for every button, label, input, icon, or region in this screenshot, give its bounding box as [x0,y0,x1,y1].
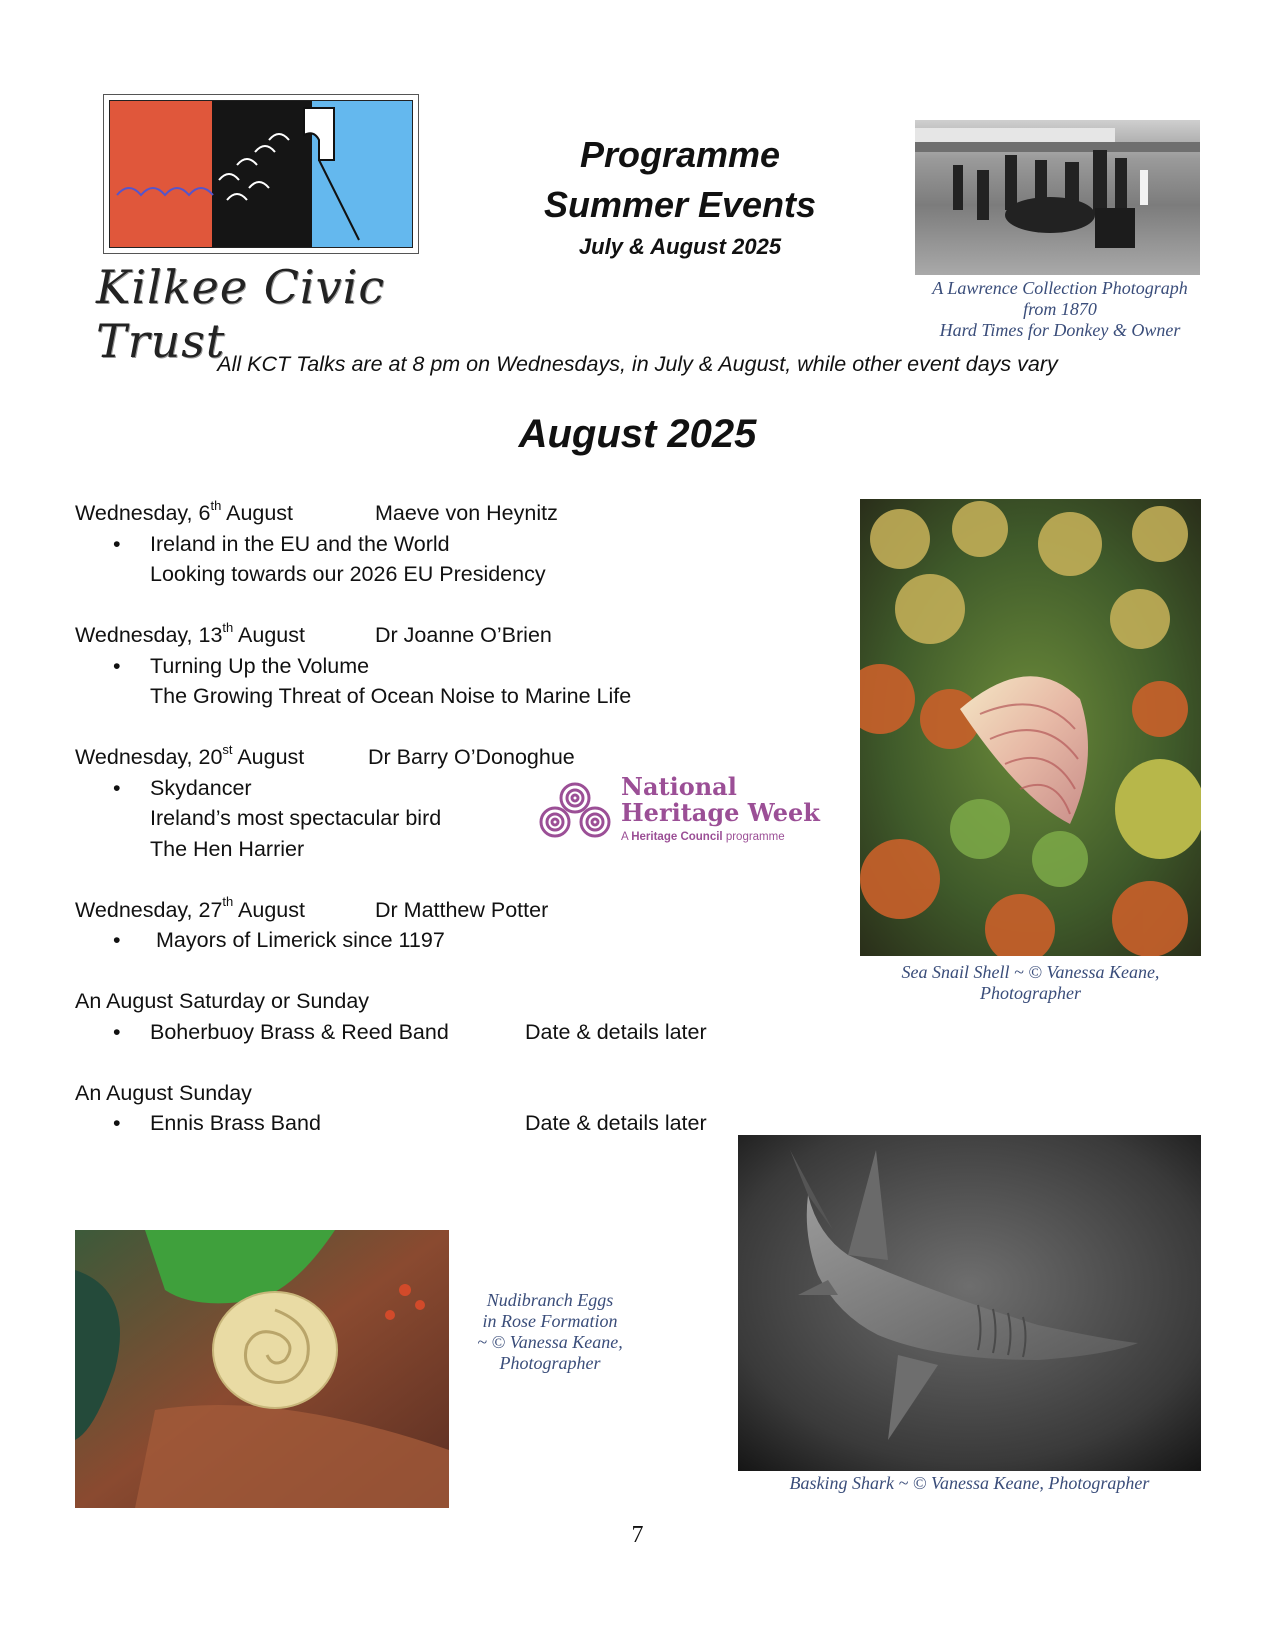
event-note: Date & details later [525,1019,707,1044]
heritage-tagline: A Heritage Council programme [621,831,785,843]
caption-line: Nudibranch Eggs [486,1290,614,1310]
title-line-2: Summer Events [543,184,817,225]
event-item [75,986,795,1047]
bullet-icon: • [113,1111,121,1135]
event-date: Wednesday, 20st August [75,741,305,769]
logo-graphic [109,100,415,250]
event-title: Skydancer [150,775,252,800]
event-title: Boherbuoy Brass & Reed Band [150,1019,449,1044]
heritage-line-1: National [621,772,737,801]
bullet-icon: • [113,1019,121,1044]
sea-snail-caption [860,962,1201,1004]
caption-line: Sea Snail Shell ~ © Vanessa Keane, [901,962,1160,982]
caption-line: in Rose Formation [482,1311,618,1331]
bullet-icon: • [113,928,121,952]
event-subtitle: The Growing Threat of Ocean Noise to Marine Life [150,684,632,708]
sea-snail-photo [860,499,1201,956]
lawrence-caption [900,278,1220,341]
event-item [75,620,795,712]
title-line-1: Programme [579,134,781,175]
logo-text: Kilkee Civic Trust [96,260,386,368]
month-heading: August 2025 [518,412,757,456]
caption-line: from 1870 [1023,299,1097,319]
caption-line: Photographer [499,1353,601,1373]
nudibranch-caption [462,1290,638,1374]
event-item [75,498,795,590]
bullet-icon: • [113,653,121,678]
event-item [75,895,795,956]
basking-shark-photo [738,1135,1201,1471]
event-date: Wednesday, 27th August [75,894,305,922]
triple-spiral-icon [537,780,613,842]
subtitle: July & August 2025 [578,234,782,259]
event-title: Ennis Brass Band [150,1111,321,1135]
event-title: Turning Up the Volume [150,653,370,678]
event-date: An August Saturday or Sunday [75,989,370,1013]
event-date: An August Sunday [75,1080,252,1105]
event-speaker: Maeve von Heynitz [375,501,558,525]
caption-line: Hard Times for Donkey & Owner [939,320,1181,340]
event-subtitle: Looking towards our 2026 EU Presidency [150,562,546,586]
bullet-icon: • [113,531,121,556]
caption-line: Photographer [980,983,1081,1003]
page-number: 7 [631,1522,644,1548]
event-subtitle: The Hen Harrier [150,836,305,861]
kct-logo [103,94,419,254]
event-speaker: Dr Barry O’Donoghue [368,745,575,769]
nudibranch-eggs-photo [75,1230,449,1508]
page-title [520,130,840,262]
event-item [75,1078,795,1139]
bullet-icon: • [113,775,121,800]
lawrence-photo [915,120,1200,275]
event-speaker: Dr Matthew Potter [375,897,549,922]
event-subtitle: Ireland’s most spectacular bird [150,806,442,830]
basking-shark-caption: Basking Shark ~ © Vanessa Keane, Photographer [789,1473,1150,1493]
caption-line: ~ © Vanessa Keane, [477,1332,623,1352]
caption-line: A Lawrence Collection Photograph [932,278,1188,298]
event-date: Wednesday, 13th August [75,619,305,647]
event-speaker: Dr Joanne O’Brien [375,623,552,647]
event-title: Ireland in the EU and the World [150,531,450,556]
event-date: Wednesday, 6th August [75,497,294,525]
heritage-line-2: Heritage Week [621,798,820,827]
event-title: Mayors of Limerick since 1197 [156,928,445,952]
heritage-week-logo [537,772,827,846]
talks-notice: All KCT Talks are at 8 pm on Wednesdays, in July & August, while other event days vary [217,352,1058,376]
event-note: Date & details later [525,1111,707,1135]
